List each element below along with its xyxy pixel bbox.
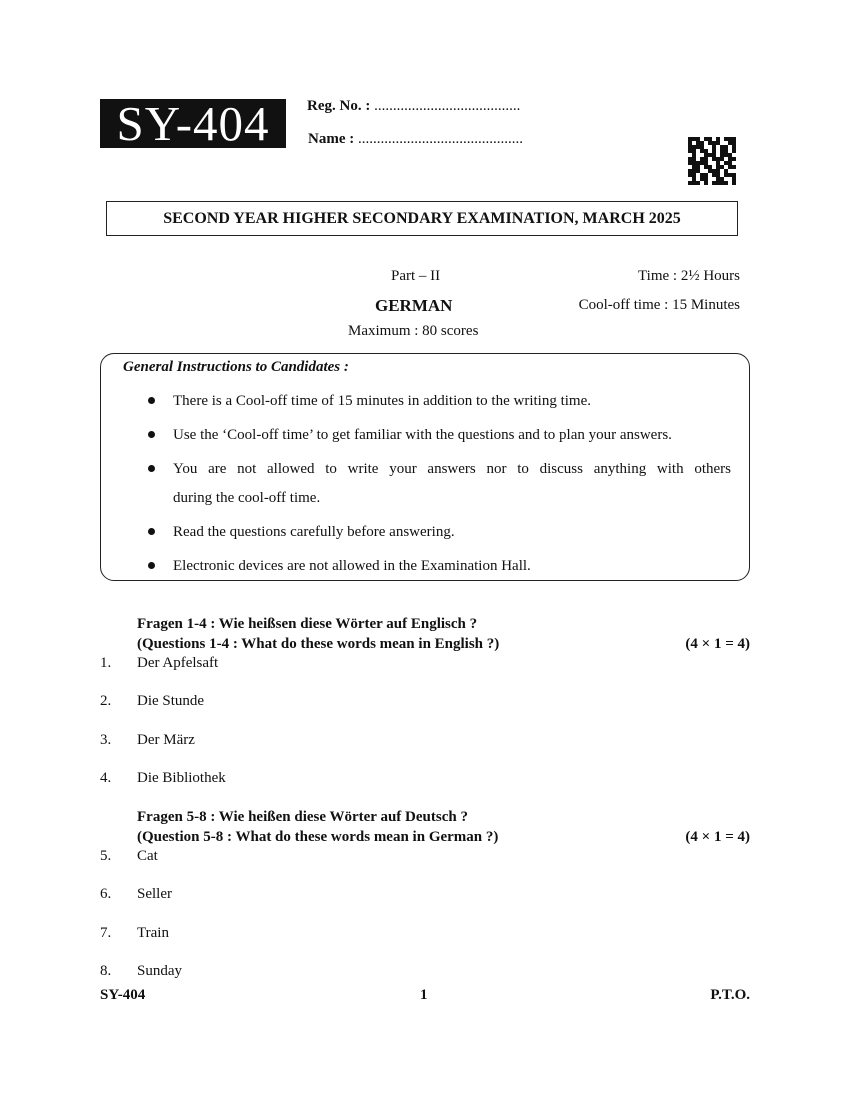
question-number: 2. [100,693,112,709]
subject-title: GERMAN [375,296,453,315]
question-number: 7. [100,925,112,941]
question-text: Der März [137,732,195,748]
name-dots: ............................................ [354,131,523,147]
question-text: Die Stunde [137,693,205,709]
instruction-item-continued: during the cool-off time. [173,490,321,506]
question-number: 8. [100,963,112,979]
bullet-icon [148,397,155,404]
pto-label: P.T.O. [710,987,750,1003]
instruction-item: You are not allowed to write your answers nor to discuss anything with others [173,461,731,477]
question-number: 4. [100,770,112,786]
section1-heading-english: (Questions 1-4 : What do these words mean in English ?) [137,636,500,652]
question-number: 5. [100,848,112,864]
footer-code: SY-404 [100,987,146,1003]
section1-marks: (4 × 1 = 4) [685,636,750,652]
reg-no-dots: ....................................... [370,98,521,114]
page-number: 1 [420,987,428,1003]
bullet-icon [148,528,155,535]
instruction-item: There is a Cool-off time of 15 minutes in addition to the writing time. [173,393,591,409]
reg-no-label: Reg. No. : [307,98,371,114]
exam-title: SECOND YEAR HIGHER SECONDARY EXAMINATION, MARCH 2025 [106,201,738,236]
max-score: Maximum : 80 scores [348,323,479,339]
name-field [308,131,523,148]
time-label: Time : 2½ Hours [638,268,740,284]
paper-code-badge: SY-404 [100,99,286,148]
question-number: 1. [100,655,112,671]
question-text: Seller [137,886,172,902]
question-number: 6. [100,886,112,902]
cool-off-time: Cool-off time : 15 Minutes [578,297,740,313]
question-text: Cat [137,848,158,864]
section1-heading-german: Fragen 1-4 : Wie heißsen diese Wörter auf Englisch ? [137,616,478,632]
question-number: 3. [100,732,112,748]
qr-code-icon [688,137,736,185]
section2-marks: (4 × 1 = 4) [685,829,750,845]
question-text: Sunday [137,963,182,979]
part-label: Part – II [391,268,441,284]
bullet-icon [148,562,155,569]
bullet-icon [148,431,155,438]
instruction-item: Electronic devices are not allowed in the Examination Hall. [173,558,531,574]
reg-no-field [307,98,520,115]
question-text: Train [137,925,169,941]
question-text: Die Bibliothek [137,770,226,786]
bullet-icon [148,465,155,472]
question-text: Der Apfelsaft [137,655,219,671]
instructions-title: General Instructions to Candidates : [123,359,349,375]
name-label: Name : [308,131,355,147]
section2-heading-english: (Question 5-8 : What do these words mean in German ?) [137,829,499,845]
section2-heading-german: Fragen 5-8 : Wie heißen diese Wörter auf Deutsch ? [137,809,468,825]
instruction-item: Use the ‘Cool-off time’ to get familiar with the questions and to plan your answers. [173,427,672,443]
instruction-item: Read the questions carefully before answering. [173,524,455,540]
